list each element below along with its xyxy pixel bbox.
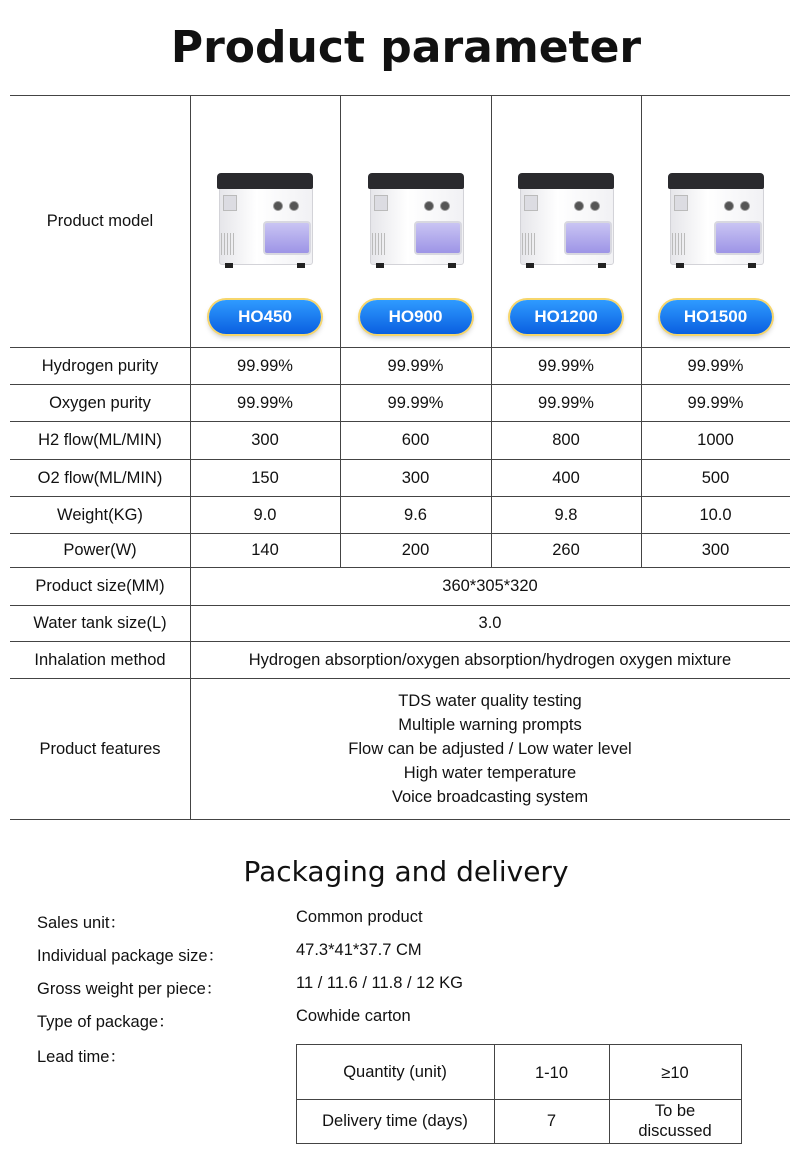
- lead-time-quantity-2: ≥10: [661, 1064, 689, 1082]
- row-value: 99.99%: [387, 356, 444, 375]
- row-value: 300: [401, 468, 430, 487]
- row-value: 140: [251, 541, 279, 559]
- packaging-value: 47.3*41*37.7 CM: [296, 941, 422, 959]
- product-image: [213, 173, 317, 269]
- row-value: 99.99%: [538, 393, 594, 412]
- lead-time-delivery-1: 7: [546, 1112, 557, 1130]
- row-value: 99.99%: [237, 356, 293, 375]
- shared-row-value: Hydrogen absorption/oxygen absorption/hydrogen oxygen mixture: [248, 650, 732, 669]
- packaging-label: Gross weight per piece：: [37, 980, 223, 998]
- row-value: 200: [401, 541, 430, 559]
- product-image: [664, 173, 768, 269]
- model-badge-ho450: HO450: [209, 300, 321, 334]
- row-label: Weight(KG): [57, 505, 143, 524]
- model-badge-ho1500: HO1500: [660, 300, 772, 334]
- row-value: 99.99%: [538, 356, 594, 375]
- shared-row-value: 3.0: [478, 614, 502, 632]
- row-value: 99.99%: [387, 393, 444, 412]
- product-features-label: Product features: [39, 739, 161, 758]
- lead-time-delivery-2: To be discussed: [638, 1102, 712, 1140]
- packaging-value: 11 / 11.6 / 11.8 / 12 KG: [296, 974, 463, 992]
- row-value: 9.0: [253, 505, 277, 524]
- packaging-value: Common product: [296, 908, 423, 926]
- shared-row-label: Product size(MM): [35, 577, 165, 595]
- row-value: 300: [701, 541, 730, 559]
- lead-time-quantity-1: 1-10: [534, 1064, 569, 1082]
- grid-line: [10, 819, 790, 820]
- row-value: 600: [401, 431, 430, 449]
- row-value: 10.0: [699, 505, 732, 524]
- row-label: H2 flow(ML/MIN): [38, 431, 162, 449]
- row-label: Hydrogen purity: [41, 356, 159, 375]
- row-label: Power(W): [63, 541, 137, 559]
- product-model-label: Product model: [46, 212, 154, 230]
- product-features-list: [190, 678, 790, 819]
- row-label: O2 flow(ML/MIN): [37, 468, 163, 487]
- product-image: [514, 173, 618, 269]
- shared-row-value: 360*305*320: [442, 577, 538, 595]
- feature-item: Multiple warning prompts: [398, 715, 582, 734]
- model-badge-ho900: HO900: [360, 300, 472, 334]
- page-title: Product parameter: [170, 22, 642, 73]
- feature-item: Voice broadcasting system: [391, 787, 589, 806]
- row-value: 150: [251, 468, 279, 487]
- row-value: 260: [552, 541, 580, 559]
- row-value: 800: [552, 431, 580, 449]
- lead-time-table: [296, 1044, 742, 1144]
- packaging-title: Packaging and delivery: [243, 855, 569, 888]
- feature-item: TDS water quality testing: [398, 691, 582, 710]
- row-value: 400: [552, 468, 580, 487]
- feature-item: High water temperature: [403, 763, 577, 782]
- row-value: 99.99%: [687, 393, 744, 412]
- packaging-label: Individual package size：: [37, 947, 225, 965]
- shared-row-label: Inhalation method: [34, 650, 166, 669]
- row-label: Oxygen purity: [49, 393, 151, 412]
- lead-time-label: Lead time：: [37, 1048, 126, 1066]
- product-image: [364, 173, 468, 269]
- lead-time-delivery-label: Delivery time (days): [322, 1112, 468, 1130]
- model-badge-ho1200: HO1200: [510, 300, 622, 334]
- row-value: 99.99%: [237, 393, 293, 412]
- row-value: 9.6: [404, 505, 427, 524]
- row-value: 1000: [697, 431, 734, 449]
- shared-row-label: Water tank size(L): [33, 614, 167, 632]
- feature-item: Flow can be adjusted / Low water level: [348, 739, 632, 758]
- packaging-label: Type of package：: [37, 1013, 175, 1031]
- row-value: 9.8: [554, 505, 578, 524]
- row-value: 500: [701, 468, 730, 487]
- lead-time-header-label: Quantity (unit): [343, 1062, 447, 1081]
- packaging-label: Sales unit：: [37, 914, 126, 932]
- row-value: 300: [251, 431, 279, 449]
- packaging-value: Cowhide carton: [296, 1007, 411, 1025]
- row-value: 99.99%: [687, 356, 744, 375]
